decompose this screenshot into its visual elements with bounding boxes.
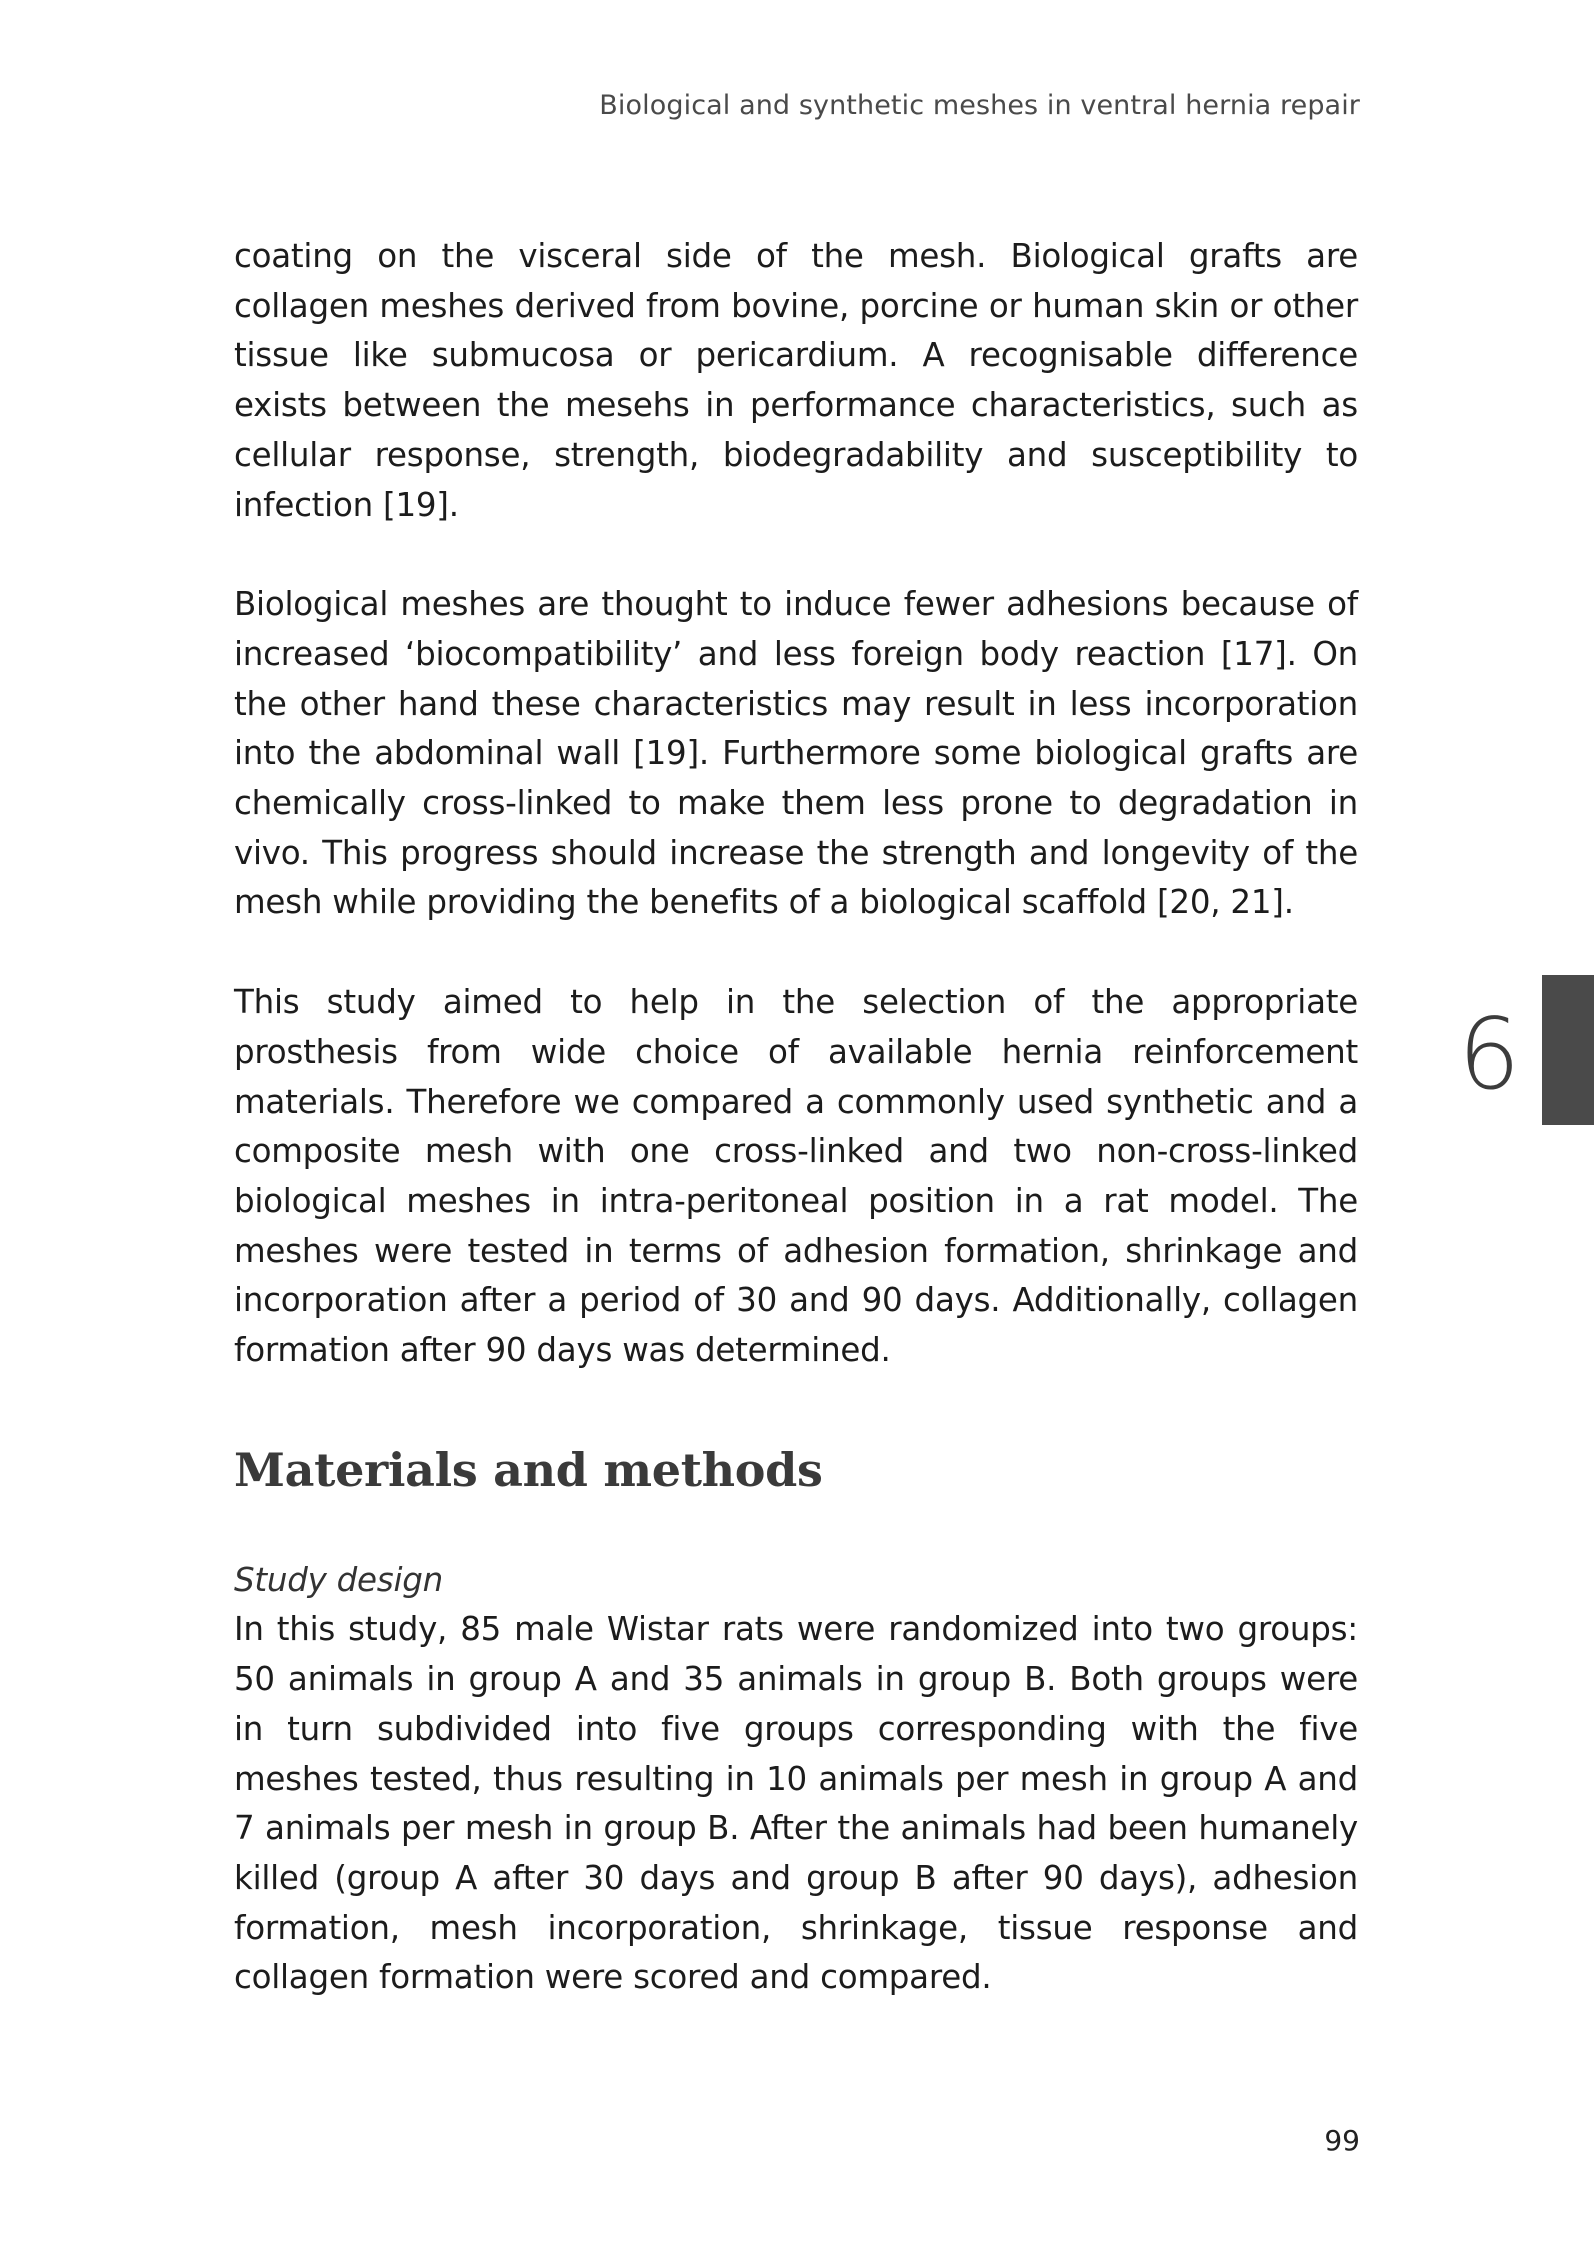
paragraph-2: Biological meshes are thought to induce fewer adhesions because of increased ‘biocompatibility’ and less foreign body reaction [17]. On the other hand these characteristics may result in less incorporation into the abdominal wall [19]. Furthermore some biological grafts are chemically cross-linked to make them less prone to degradation in vivo. This progress should increase the strength and longevity of the mesh while providing the benefits of a biological scaffold [20, 21].: [234, 585, 1358, 922]
page-body: [234, 232, 1358, 2053]
subsection-heading: Study design: [234, 1560, 443, 1599]
chapter-tab: [1542, 975, 1594, 1125]
paragraph-study-design: In this study, 85 male Wistar rats were randomized into two groups: 50 animals in group A and 35 animals in group B. Both groups were in turn subdivided into five groups corresponding with the five meshes tested, thus resulting in 10 animals per mesh in group A and 7 animals per mesh in group B. After the animals had been humanely killed (group A after 30 days and group B after 90 days), adhesion formation, mesh incorporation, shrinkage, tissue response and collagen formation were scored and compared.: [234, 1610, 1358, 1997]
running-header: Biological and synthetic meshes in ventral hernia repair: [599, 90, 1360, 121]
page-number: 99: [1324, 2124, 1360, 2157]
paragraph-1: coating on the visceral side of the mesh. Biological grafts are collagen meshes derived from bovine, porcine or human skin or other tissue like submucosa or pericardium. A recognisable difference exists between the mesehs in performance characteristics, such as cellular response, strength, biodegradability and susceptibility to infection [19].: [234, 237, 1358, 524]
section-heading: Materials and methods: [234, 1442, 823, 1497]
paragraph-3: This study aimed to help in the selection of the appropriate prosthesis from wide choice of available hernia reinforcement materials. Therefore we compared a commonly used synthetic and a composite mesh with one cross-linked and two non-cross-linked biological meshes in intra-peritoneal position in a rat model. The meshes were tested in terms of adhesion formation, shrinkage and incorporation after a period of 30 and 90 days. Additionally, collagen formation after 90 days was determined.: [234, 983, 1358, 1370]
chapter-number: 6: [1458, 998, 1521, 1112]
